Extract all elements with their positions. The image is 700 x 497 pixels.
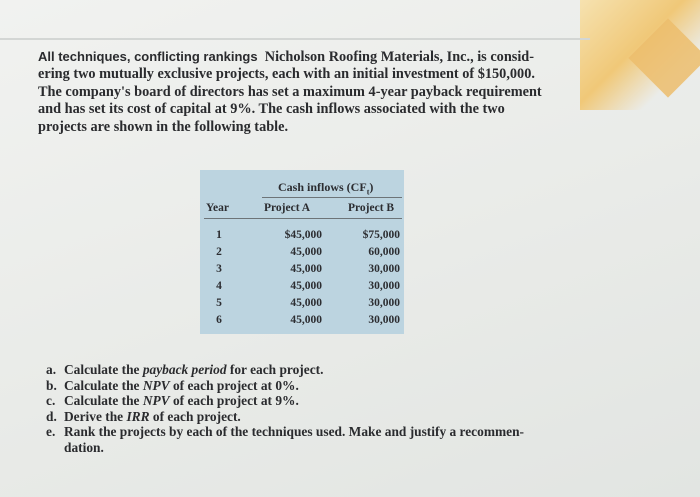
table-title: Cash inflows $(CF_t)$ <box>278 180 374 197</box>
header-year: Year <box>206 202 229 214</box>
intro-line-5: projects are shown in the following table. <box>38 118 289 135</box>
year-cell: 5 <box>216 297 222 309</box>
problem-topic: All techniques, conflicting rankings <box>38 49 258 64</box>
question-letter: a. <box>46 362 57 377</box>
year-column <box>208 227 230 329</box>
header-project-a: Project A <box>264 202 311 214</box>
project-a-cell: $45,000 <box>284 229 322 241</box>
question-term: IRR <box>126 408 150 424</box>
project-a-column <box>266 227 322 329</box>
problem-intro <box>38 48 598 136</box>
project-b-cell: 30,000 <box>368 314 400 326</box>
project-a-cell: 45,000 <box>290 297 322 309</box>
project-b-cell: 30,000 <box>368 297 400 309</box>
project-b-cell: 30,000 <box>368 263 400 275</box>
project-a-cell: 45,000 <box>290 263 322 275</box>
question-item: b. Calculate the NPV of each project at 0%. <box>46 377 299 393</box>
project-a-cell: 45,000 <box>290 280 322 292</box>
cash-inflows-table <box>200 170 404 334</box>
project-a-cell: 45,000 <box>290 246 322 258</box>
year-cell: 3 <box>216 263 222 275</box>
intro-text: Nicholson Roofing Materials, Inc., is consid- <box>264 49 535 65</box>
project-b-column <box>350 227 400 329</box>
intro-line-1 <box>38 48 598 66</box>
question-item: a. Calculate the payback period for each project. <box>46 362 324 377</box>
question-term: NPV <box>142 377 170 393</box>
top-rule <box>0 38 590 40</box>
year-cell: 4 <box>216 280 222 292</box>
question-term: NPV <box>142 393 170 409</box>
project-b-cell: 30,000 <box>368 280 400 292</box>
year-cell: 2 <box>216 246 222 258</box>
question-term: payback period <box>142 362 227 377</box>
question-letter: d. <box>46 408 57 424</box>
question-letter: c. <box>46 393 56 409</box>
question-continuation: dation. <box>64 439 104 455</box>
question-letter: e. <box>46 424 56 440</box>
question-letter: b. <box>46 377 57 393</box>
question-item: e. Rank the projects by each of the techniques used. Make and justify a recommen- dation. <box>46 424 586 455</box>
question-item: c. Calculate the NPV of each project at 9%. <box>46 393 299 409</box>
intro-line-2: ering two mutually exclusive projects, each with an initial investment of $150,000. <box>38 66 535 83</box>
year-cell: 6 <box>216 314 222 326</box>
title-rule <box>262 197 402 198</box>
project-b-cell: $75,000 <box>362 229 400 241</box>
project-b-cell: 60,000 <box>368 246 400 258</box>
question-list <box>46 362 586 456</box>
question-item: d. Derive the IRR of each project. <box>46 408 241 424</box>
project-a-cell: 45,000 <box>290 314 322 326</box>
intro-line-4: and has set its cost of capital at 9%. The cash inflows associated with the two <box>38 101 505 118</box>
header-project-b: Project B <box>348 202 395 214</box>
header-rule <box>204 218 402 219</box>
year-cell: 1 <box>216 229 222 241</box>
intro-line-3: The company's board of directors has set a maximum 4-year payback requirement <box>38 83 542 100</box>
